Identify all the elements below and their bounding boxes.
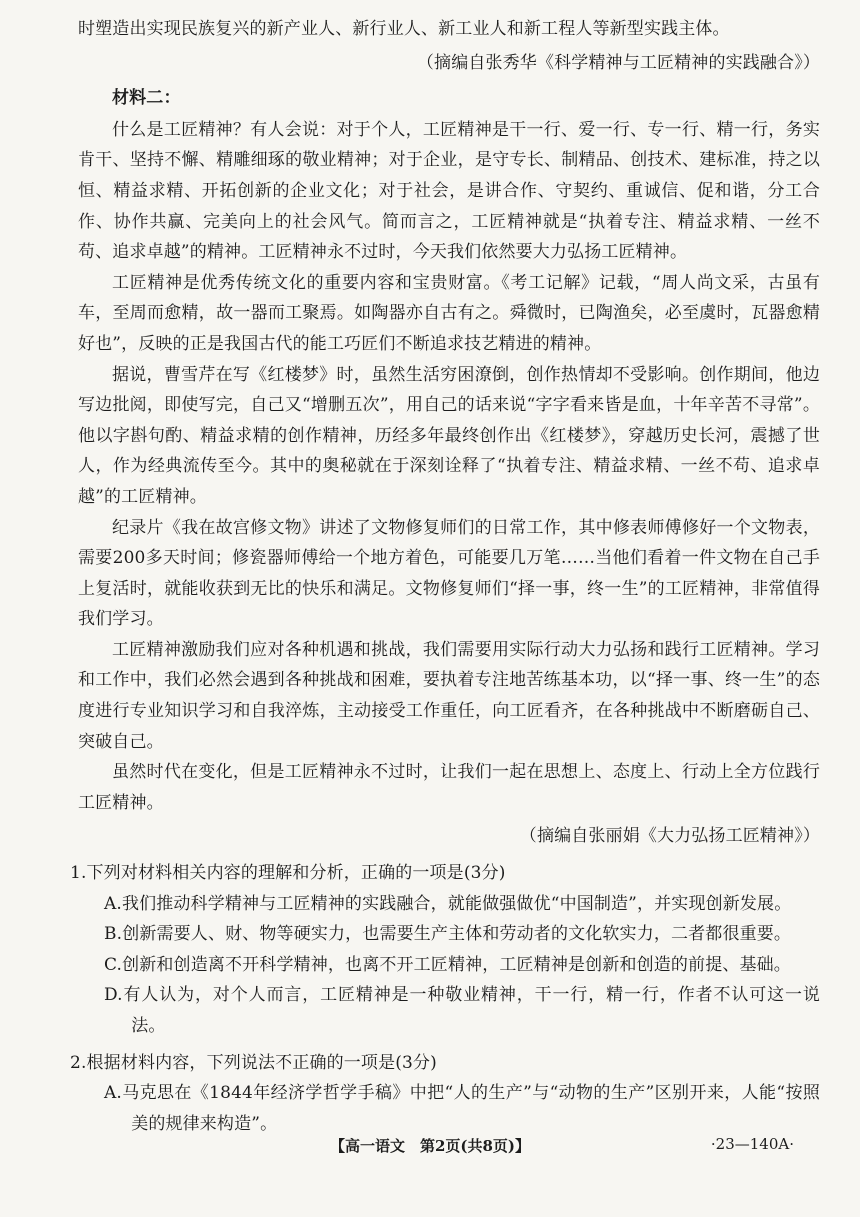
paragraph-4: 纪录片《我在故宫修文物》讲述了文物修复师们的日常工作，其中修表师傅修好一个文物表，需要200多天时间；修瓷器师傅给一个地方着色，可能要几万笔……当他们看着一件文物在自己手上复活时，就能收获到无比的快乐和满足。文物修复师们“择一事，终一生”的工匠精神，非常值得我们学习。 bbox=[78, 517, 820, 630]
page-content bbox=[70, 14, 820, 1139]
question-2 bbox=[70, 1048, 820, 1140]
option-c: C.创新和创造离不开科学精神，也离不开工匠精神，工匠精神是创新和创造的前提、基础。 bbox=[104, 954, 791, 975]
page-footer bbox=[0, 1135, 860, 1159]
option-a: A.马克思在《1844年经济学哲学手稿》中把“人的生产”与“动物的生产”区别开来，人能“按照美的规律来构造”。 bbox=[104, 1083, 820, 1134]
question-stem: 1.下列对材料相关内容的理解和分析，正确的一项是(3分) bbox=[70, 863, 506, 884]
source-citation-1: （摘编自张秀华《科学精神与工匠精神的实践融合》） bbox=[416, 52, 820, 73]
option-a: A.我们推动科学精神与工匠精神的实践融合，就能做强做优“中国制造”，并实现创新发展。 bbox=[104, 893, 792, 914]
option-b: B.创新需要人、财、物等硬实力，也需要生产主体和劳动者的文化软实力，二者都很重要。 bbox=[104, 924, 792, 945]
footer-exam-code: ·23—140A· bbox=[710, 1135, 794, 1153]
paragraph-2: 工匠精神是优秀传统文化的重要内容和宝贵财富。《考工记解》记载，“周人尚文采，古虽有车，至周而愈精，故一器而工聚焉。如陶器亦自古有之。舜微时，已陶渔矣，必至虞时，瓦器愈精好也”，反映的正是我国古代的能工巧匠们不断追求技艺精进的精神。 bbox=[78, 272, 820, 354]
question-1 bbox=[70, 858, 820, 1042]
material-two-heading: 材料二： bbox=[112, 88, 181, 109]
continued-paragraph: 时塑造出实现民族复兴的新产业人、新行业人、新工业人和新工程人等新型实践主体。 bbox=[78, 19, 730, 39]
paragraph-6: 虽然时代在变化，但是工匠精神永不过时，让我们一起在思想上、态度上、行动上全方位践行工匠精神。 bbox=[78, 762, 820, 813]
paragraph-1: 什么是工匠精神？有人会说：对于个人，工匠精神是干一行、爱一行、专一行、精一行，务实肯干、坚持不懈、精雕细琢的敬业精神；对于企业，是守专长、制精品、创技术、建标准，持之以恒、精益求精、开拓创新的企业文化；对于社会，是讲合作、守契约、重诚信、促和谐，分工合作、协作共赢、完美向上的社会风气。简而言之，工匠精神就是“执着专注、精益求精、一丝不苟、追求卓越”的精神。工匠精神永不过时，今天我们依然要大力弘扬工匠精神。 bbox=[78, 119, 820, 263]
source-citation-2: （摘编自张丽娟《大力弘扬工匠精神》） bbox=[519, 826, 820, 847]
option-d: D.有人认为，对个人而言，工匠精神是一种敬业精神，干一行，精一行，作者不认可这一说法。 bbox=[104, 985, 820, 1036]
paragraph-5: 工匠精神激励我们应对各种机遇和挑战，我们需要用实际行动大力弘扬和践行工匠精神。学习和工作中，我们必然会遇到各种挑战和困难，要执着专注地苦练基本功，以“择一事、终一生”的态度进行专业知识学习和自我淬炼，主动接受工作重任，向工匠看齐，在各种挑战中不断磨砺自己、突破自己。 bbox=[78, 639, 820, 752]
footer-page-info: 【高一语文 第2页(共8页)】 bbox=[329, 1137, 531, 1155]
paragraph-3: 据说，曹雪芹在写《红楼梦》时，虽然生活穷困潦倒，创作热情却不受影响。创作期间，他边写边批阅，即使写完，自己又“增删五次”，用自己的话来说“字字看来皆是血，十年辛苦不寻常”。他以字斟句酌、精益求精的创作精神，历经多年最终创作出《红楼梦》，穿越历史长河，震撼了世人，作为经典流传至今。其中的奥秘就在于深刻诠释了“执着专注、精益求精、一丝不苟、追求卓越”的工匠精神。 bbox=[78, 364, 820, 507]
question-stem: 2.根据材料内容，下列说法不正确的一项是(3分) bbox=[70, 1052, 437, 1073]
